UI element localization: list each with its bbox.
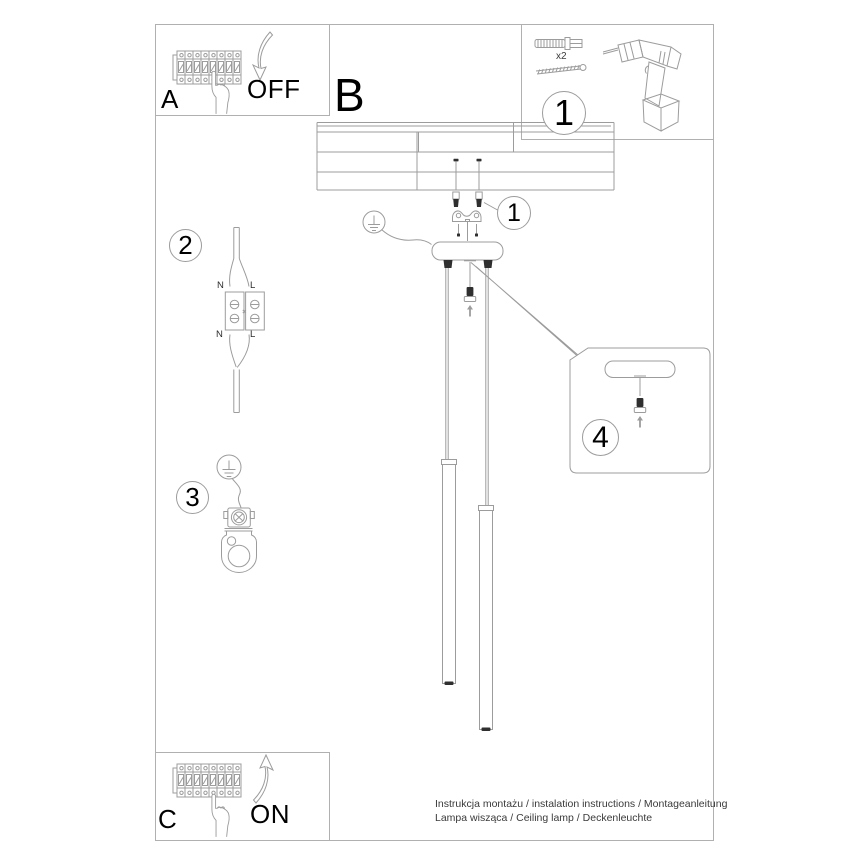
- step-number-4: [582, 419, 619, 456]
- section-label-a: A: [161, 84, 179, 114]
- pendant-tubes: [442, 268, 494, 731]
- footer-text: [435, 798, 727, 825]
- wall-anchors: [453, 192, 482, 207]
- arrow-down-icon: [253, 32, 273, 80]
- terminal-label-n-bottom: N: [216, 329, 223, 340]
- drill-icon: [603, 40, 681, 131]
- section-label-b: B: [334, 69, 365, 121]
- arrow-up-icon: [254, 755, 274, 803]
- terminal-block-wiring: [225, 228, 264, 413]
- terminal-label-l-bottom: L: [250, 329, 256, 340]
- step-number-3-text: 3: [185, 482, 200, 512]
- step-number-3: [176, 481, 209, 514]
- switch-state-off: OFF: [247, 74, 301, 104]
- cord-grip-detail: [464, 262, 475, 317]
- ceiling-canopy: [432, 242, 503, 268]
- terminal-label-l-top: L: [250, 280, 256, 291]
- step-number-2-text: 2: [178, 230, 193, 260]
- wall-plug-icon: [535, 38, 582, 50]
- mounting-bracket: [453, 203, 498, 242]
- section-label-c: C: [158, 804, 177, 834]
- pointing-hand-icon-c: [212, 794, 229, 837]
- switch-state-on: ON: [250, 799, 290, 829]
- step-number-1-callout-text: 1: [507, 198, 521, 227]
- step-number-1-callout: [497, 196, 531, 230]
- step-number-2: [169, 229, 202, 262]
- breaker-panel-c: [173, 764, 241, 797]
- step-number-1-parts: [542, 91, 586, 135]
- ground-symbol-icon: [363, 211, 432, 245]
- terminal-label-n-top: N: [217, 280, 224, 291]
- callout-leader-lines: [471, 263, 591, 369]
- step-number-4-text: 4: [592, 420, 609, 454]
- detail-box-4: [570, 348, 710, 473]
- breaker-panel-a: [173, 51, 241, 84]
- ceiling-screws: [454, 159, 482, 190]
- ground-wire-detail: [217, 455, 257, 573]
- footer-line-1: Instrukcja montażu / instalation instructions / Montageanleitung: [435, 798, 728, 810]
- step-number-1-parts-text: 1: [553, 92, 575, 133]
- screw-icon: [536, 65, 586, 75]
- screw-quantity: x2: [556, 51, 567, 62]
- footer-line-2: Lampa wisząca / Ceiling lamp / Deckenleuchte: [435, 811, 653, 824]
